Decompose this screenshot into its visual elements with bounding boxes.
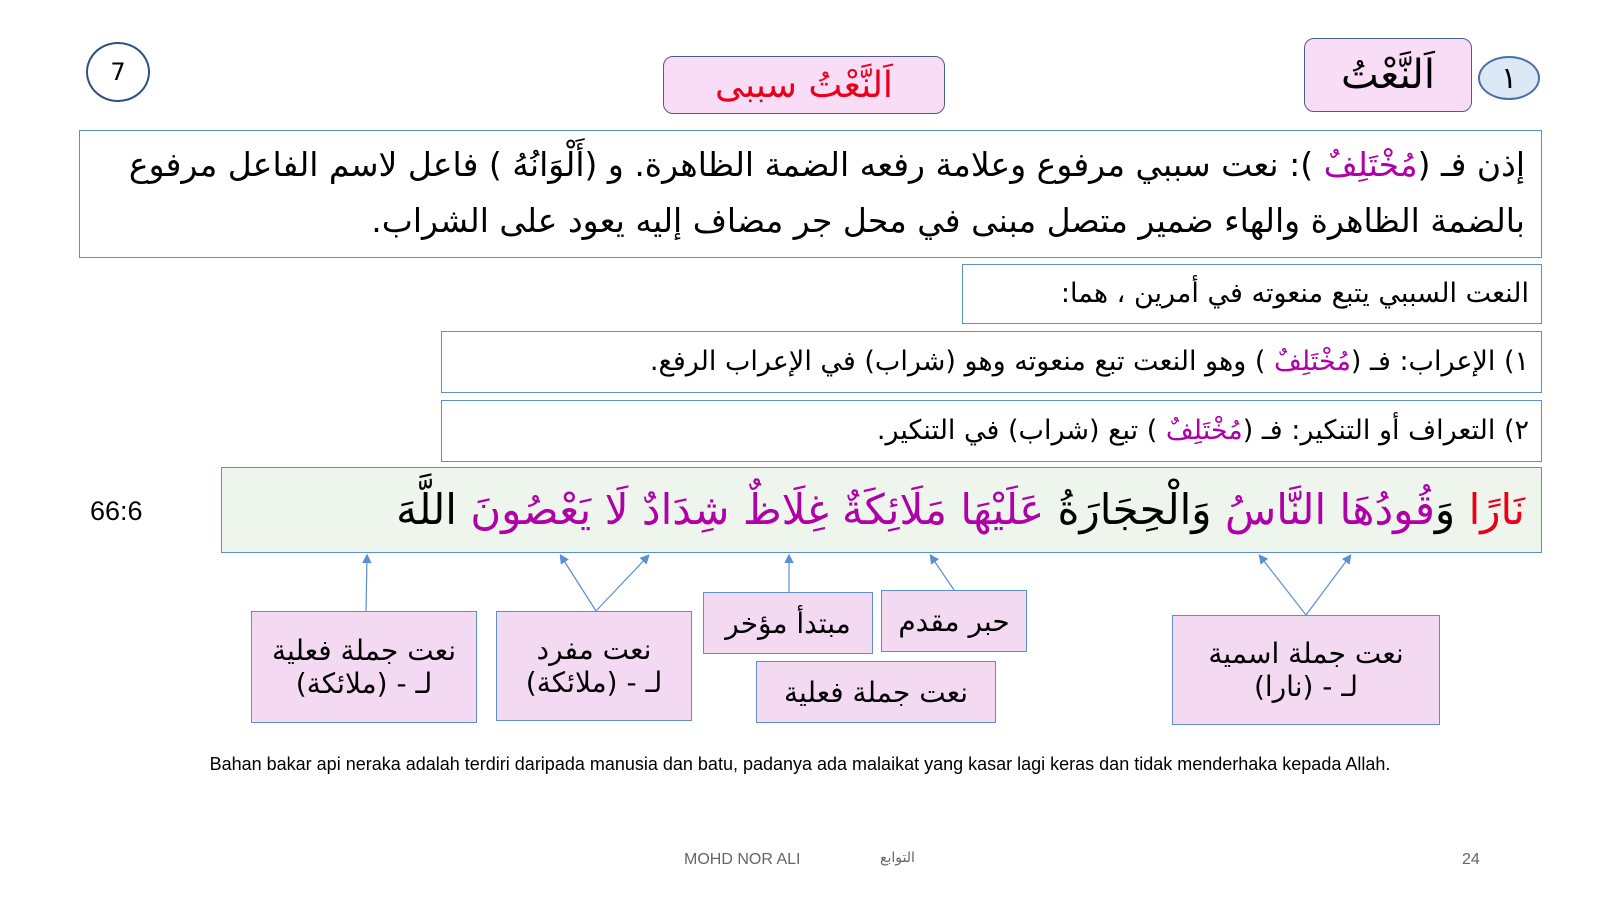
label-5-text: نعت جملة فعلية	[784, 675, 968, 709]
point-1-part-1: ١) الإعراب: فـ (	[1350, 346, 1529, 377]
point-1-box	[441, 331, 1542, 393]
point-2-part-2: ) تبع (شراب) في التنكير.	[876, 415, 1166, 446]
label-2-line-2: لـ - (ملائكة)	[525, 666, 663, 699]
point-1-part-2: ) وهو النعت تبع منعوته وهو (شراب) في الإعراب الرفع.	[649, 346, 1274, 377]
lesson-number: ١	[1500, 60, 1518, 96]
verse-word-3: قُودُهَا النَّاسُ	[1224, 485, 1435, 534]
label-3-text: مبتدأ مؤخر	[725, 606, 851, 640]
lesson-number-badge	[1478, 56, 1540, 100]
point-2-box	[441, 400, 1542, 462]
arrow-label-1	[366, 556, 367, 611]
point-1-term: مُخْتَلِفٌ	[1273, 346, 1351, 377]
label-khabar-muqaddam	[881, 590, 1027, 652]
arrow-label-2a	[561, 556, 596, 611]
footer-topic: التوابع	[880, 850, 915, 866]
verse-word-4: وَالْحِجَارَةُ	[1044, 485, 1225, 534]
paragraph-term: مُخْتَلِفٌ	[1323, 145, 1418, 184]
arrow-label-4	[931, 556, 954, 590]
label-4-text: حبر مقدم	[898, 604, 1010, 638]
rule-intro-box	[962, 264, 1542, 324]
verse-word-1: نَارًا	[1468, 485, 1525, 534]
title-text: اَلنَّعْتُ	[1341, 52, 1435, 98]
label-jumla-filiya-2	[756, 661, 996, 723]
label-6-line-2: لـ - (نارا)	[1253, 670, 1359, 703]
translation-text: Bahan bakar api neraka adalah terdiri daripada manusia dan batu, padanya ada malaikat yang kasar lagi keras dan tidak menderhaka kepada Allah.	[209, 754, 1391, 774]
label-jumla-ismiya	[1172, 615, 1440, 725]
label-mubtada-muakhar	[703, 592, 873, 654]
arrow-label-6a	[1260, 556, 1306, 615]
explanation-paragraph	[79, 130, 1542, 258]
arrow-label-2b	[596, 556, 648, 611]
subtitle-box	[663, 56, 945, 114]
point-2-part-1: ٢) التعراف أو التنكير: فـ (	[1242, 415, 1529, 446]
verse-word-6: مَلَائِكَةٌ غِلَاظٌ شِدَادٌ لَا يَعْصُونَ	[470, 485, 961, 534]
verse-word-2: وَ	[1434, 485, 1469, 534]
label-6-line-1: نعت جملة اسمية	[1208, 637, 1404, 670]
verse-word-5: عَلَيْهَا	[960, 485, 1045, 534]
point-2-term: مُخْتَلِفٌ	[1165, 415, 1243, 446]
slide-number-badge	[86, 42, 150, 102]
footer-page-number: 24	[1462, 851, 1480, 868]
slide-number: 7	[110, 58, 126, 86]
verse-reference: 66:6	[90, 496, 143, 526]
subtitle-text: اَلنَّعْتُ سببى	[715, 64, 893, 106]
paragraph-part-1: إذن فـ (	[1417, 145, 1525, 184]
verse-word-7: اللَّهَ	[396, 485, 471, 534]
title-box	[1304, 38, 1472, 112]
label-mufrad	[496, 611, 692, 721]
rule-intro-text: النعت السببي يتبع منعوته في أمرين ، هما:	[1060, 278, 1529, 309]
paragraph-part-2: ): نعت سببي مرفوع وعلامة رفعه الضمة الظاهرة. و (أَلْوَانُهُ ) فاعل لاسم الفاعل مرفوع بالضمة الظاهرة والهاء ضمير متصل مبنى في محل جر مضاف إليه يعود على الشراب.	[128, 145, 1525, 240]
label-2-line-1: نعت مفرد	[536, 633, 652, 666]
verse-box	[221, 467, 1542, 553]
arrow-label-6b	[1306, 556, 1350, 615]
label-1-line-2: لـ - (ملائكة)	[295, 667, 433, 700]
label-jumla-filiya-1	[251, 611, 477, 723]
label-1-line-1: نعت جملة فعلية	[272, 634, 456, 667]
footer-author: MOHD NOR ALI	[684, 851, 801, 868]
